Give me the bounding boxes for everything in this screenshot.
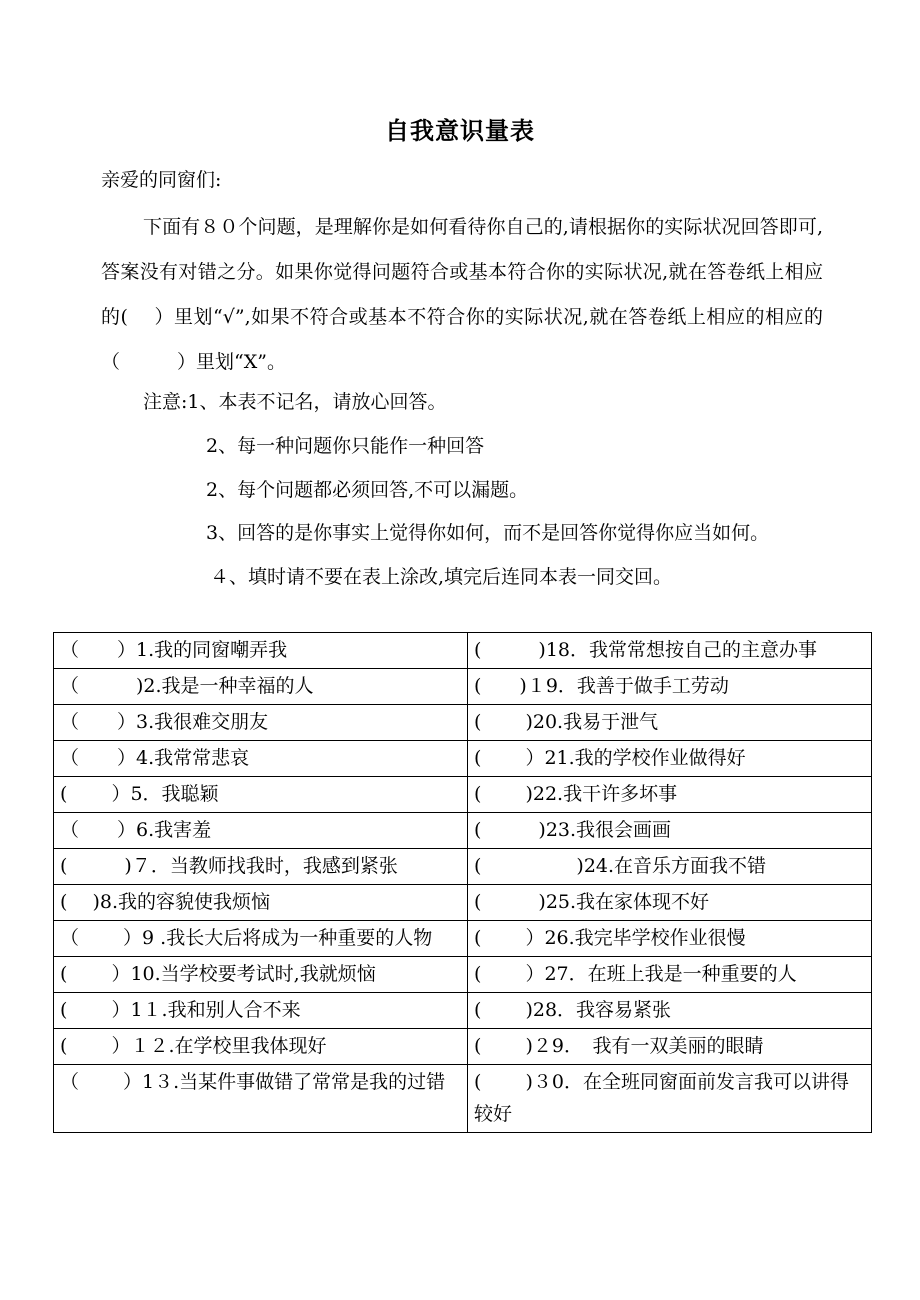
question-cell: ( ）5．我聪颖: [54, 777, 468, 813]
question-cell: （ ）4.我常常悲哀: [54, 741, 468, 777]
question-cell: （ ）1.我的同窗嘲弄我: [54, 633, 468, 669]
table-row: [54, 1029, 872, 1065]
question-cell: ( )28．我容易紧张: [468, 993, 872, 1029]
intro-paragraph: 下面有８０个问题，是理解你是如何看待你自己的,请根据你的实际状况回答即可,答案没有对错之分。如果你觉得问题符合或基本符合你的实际状况,就在答卷纸上相应的( ）里划“√”,如果不符合或基本不符合你的实际状况,就在答卷纸上相应的相应的（ ）里划“X”。: [101, 216, 823, 373]
question-cell: （ ）6.我害羞: [54, 813, 468, 849]
question-cell: ( ）1１.我和别人合不来: [54, 993, 468, 1029]
note-line-4: 3、回答的是你事实上觉得你如何，而不是回答你觉得你应当如何。: [206, 522, 770, 544]
question-cell: ( )18．我常常想按自己的主意办事: [468, 633, 872, 669]
table-row: [54, 849, 872, 885]
questionnaire-table: [53, 632, 872, 1133]
table-row: [54, 993, 872, 1029]
question-cell: ( ）１２.在学校里我体现好: [54, 1029, 468, 1065]
question-cell: ( ）27．在班上我是一种重要的人: [468, 957, 872, 993]
table-row: [54, 957, 872, 993]
question-cell: ( ）26.我完毕学校作业很慢: [468, 921, 872, 957]
question-cell: （ ）3.我很难交朋友: [54, 705, 468, 741]
question-cell: ( )１9．我善于做手工劳动: [468, 669, 872, 705]
question-cell: ( ）21.我的学校作业做得好: [468, 741, 872, 777]
note-line-5: ４、填时请不要在表上涂改,填完后连同本表一同交回。: [210, 566, 673, 588]
table-row: [54, 669, 872, 705]
question-cell: ( )20.我易于泄气: [468, 705, 872, 741]
note-line-3: 2、每个问题都必须回答,不可以漏题。: [206, 479, 529, 501]
table-row: [54, 633, 872, 669]
question-cell: （ ）9 .我长大后将成为一种重要的人物: [54, 921, 468, 957]
question-cell: ( ）10.当学校要考试时,我就烦恼: [54, 957, 468, 993]
question-cell: ( )２9． 我有一双美丽的眼睛: [468, 1029, 872, 1065]
question-cell: ( )７．当教师找我时，我感到紧张: [54, 849, 468, 885]
question-cell: （ )2.我是一种幸福的人: [54, 669, 468, 705]
document-title: 自我意识量表: [385, 116, 535, 145]
question-cell: （ ）1３.当某件事做错了常常是我的过错: [54, 1065, 468, 1133]
table-row: [54, 885, 872, 921]
question-cell: ( )22.我干许多坏事: [468, 777, 872, 813]
table-row: [54, 741, 872, 777]
table-row: [54, 813, 872, 849]
table-row: [54, 1065, 872, 1133]
greeting: 亲爱的同窗们:: [101, 169, 222, 191]
question-cell: ( )24.在音乐方面我不错: [468, 849, 872, 885]
question-cell: ( )8.我的容貌使我烦恼: [54, 885, 468, 921]
question-cell: ( )25.我在家体现不好: [468, 885, 872, 921]
note-line-1: 注意:1、本表不记名，请放心回答。: [143, 391, 447, 413]
question-cell: ( )23.我很会画画: [468, 813, 872, 849]
question-cell: ( )３0．在全班同窗面前发言我可以讲得较好: [468, 1065, 872, 1133]
note-line-2: 2、每一种问题你只能作一种回答: [206, 435, 485, 457]
table-row: [54, 705, 872, 741]
table-row: [54, 777, 872, 813]
table-row: [54, 921, 872, 957]
